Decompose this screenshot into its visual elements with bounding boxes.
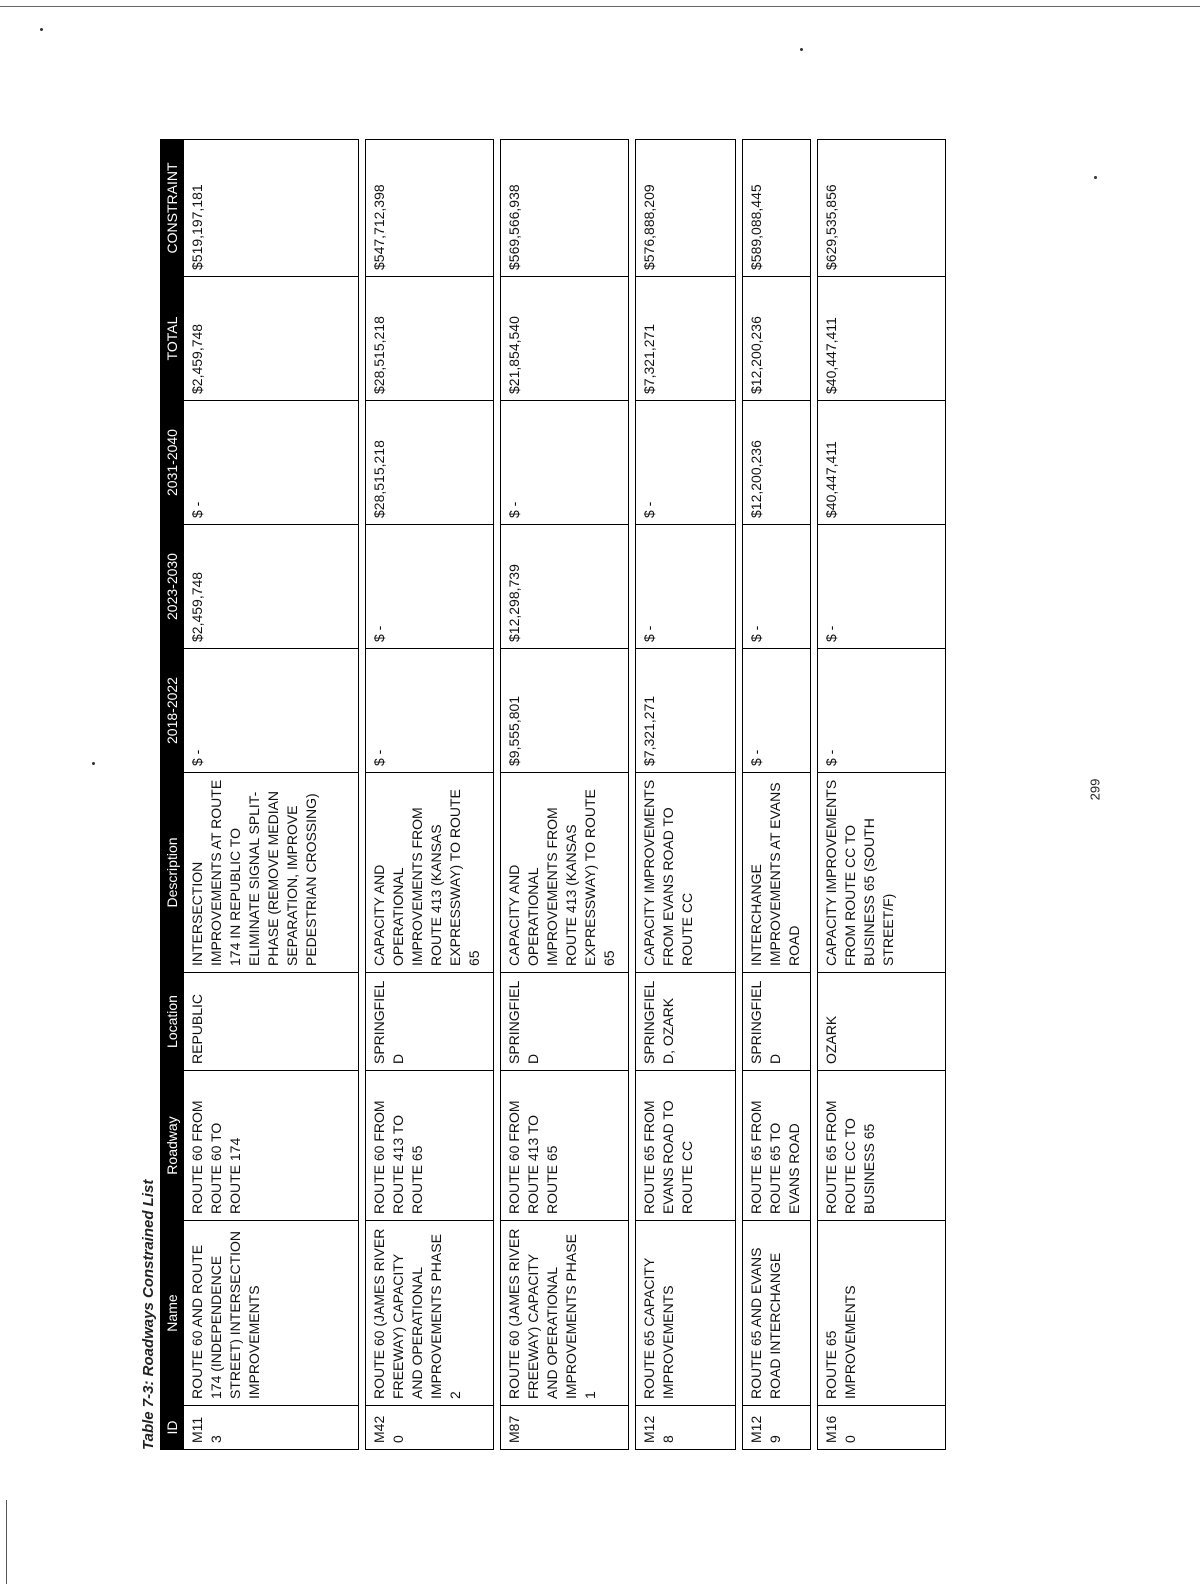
cell-constraint: $589,088,445 bbox=[743, 140, 811, 277]
cell-constraint: $629,535,856 bbox=[818, 140, 946, 277]
cell-roadway: ROUTE 60 FROM ROUTE 413 TO ROUTE 65 bbox=[366, 1071, 494, 1221]
cell-2018-2022: $9,555,801 bbox=[501, 649, 629, 773]
cell-2018-2022: $ - bbox=[366, 649, 494, 773]
table-row bbox=[366, 140, 494, 1450]
cell-roadway: ROUTE 60 FROM ROUTE 60 TO ROUTE 174 bbox=[184, 1071, 359, 1221]
cell-2031-2040: $ - bbox=[636, 401, 736, 525]
roadways-constrained-table bbox=[160, 139, 946, 1450]
cell-constraint: $576,888,209 bbox=[636, 140, 736, 277]
cell-constraint: $519,197,181 bbox=[184, 140, 359, 277]
table-row bbox=[743, 140, 811, 1450]
cell-2018-2022: $ - bbox=[743, 649, 811, 773]
row-gap bbox=[811, 140, 818, 1450]
row-gap bbox=[494, 140, 501, 1450]
scan-edge-line bbox=[0, 6, 1200, 7]
cell-2018-2022: $ - bbox=[184, 649, 359, 773]
cell-id: M420 bbox=[366, 1406, 494, 1450]
cell-id: M129 bbox=[743, 1406, 811, 1450]
cell-location: SPRINGFIELD bbox=[366, 973, 494, 1071]
cell-total: $28,515,218 bbox=[366, 277, 494, 401]
cell-description: CAPACITY IMPROVEMENTS FROM ROUTE CC TO BUSINESS 65 (SOUTH STREET/F) bbox=[818, 773, 946, 973]
cell-2023-2030: $12,298,739 bbox=[501, 525, 629, 649]
cell-2031-2040: $28,515,218 bbox=[366, 401, 494, 525]
header-id: ID bbox=[161, 1406, 184, 1450]
scan-edge-line-left bbox=[6, 1500, 7, 1584]
header-total: TOTAL bbox=[161, 277, 184, 401]
cell-location: OZARK bbox=[818, 973, 946, 1071]
cell-id: M128 bbox=[636, 1406, 736, 1450]
cell-total: $40,447,411 bbox=[818, 277, 946, 401]
cell-name: ROUTE 60 AND ROUTE 174 (INDEPENDENCE STREET) INTERSECTION IMPROVEMENTS bbox=[184, 1221, 359, 1406]
cell-description: INTERCHANGE IMPROVEMENTS AT EVANS ROAD bbox=[743, 773, 811, 973]
cell-2023-2030: $ - bbox=[636, 525, 736, 649]
row-gap bbox=[736, 140, 743, 1450]
cell-description: CAPACITY AND OPERATIONAL IMPROVEMENTS FROM ROUTE 413 (KANSAS EXPRESSWAY) TO ROUTE 65 bbox=[501, 773, 629, 973]
cell-id: M87 bbox=[501, 1406, 629, 1450]
cell-constraint: $547,712,398 bbox=[366, 140, 494, 277]
header-name: Name bbox=[161, 1221, 184, 1406]
cell-2031-2040: $40,447,411 bbox=[818, 401, 946, 525]
cell-id: M160 bbox=[818, 1406, 946, 1450]
cell-location: SPRINGFIELD bbox=[743, 973, 811, 1071]
cell-constraint: $569,566,938 bbox=[501, 140, 629, 277]
table-row bbox=[818, 140, 946, 1450]
cell-2031-2040: $ - bbox=[184, 401, 359, 525]
header-roadway: Roadway bbox=[161, 1071, 184, 1221]
cell-description: CAPACITY IMPROVEMENTS FROM EVANS ROAD TO ROUTE CC bbox=[636, 773, 736, 973]
cell-location: REPUBLIC bbox=[184, 973, 359, 1071]
cell-name: ROUTE 65 CAPACITY IMPROVEMENTS bbox=[636, 1221, 736, 1406]
cell-name: ROUTE 65 AND EVANS ROAD INTERCHANGE bbox=[743, 1221, 811, 1406]
table-header-row bbox=[161, 140, 184, 1450]
page-number: 299 bbox=[1087, 778, 1103, 801]
cell-2023-2030: $2,459,748 bbox=[184, 525, 359, 649]
cell-description: CAPACITY AND OPERATIONAL IMPROVEMENTS FROM ROUTE 413 (KANSAS EXPRESSWAY) TO ROUTE 65 bbox=[366, 773, 494, 973]
cell-2018-2022: $7,321,271 bbox=[636, 649, 736, 773]
rotated-page-content bbox=[140, 150, 960, 1450]
scan-speck bbox=[40, 28, 43, 31]
cell-name: ROUTE 60 (JAMES RIVER FREEWAY) CAPACITY AND OPERATIONAL IMPROVEMENTS PHASE 1 bbox=[501, 1221, 629, 1406]
cell-total: $7,321,271 bbox=[636, 277, 736, 401]
cell-name: ROUTE 60 (JAMES RIVER FREEWAY) CAPACITY AND OPERATIONAL IMPROVEMENTS PHASE 2 bbox=[366, 1221, 494, 1406]
cell-2031-2040: $ - bbox=[501, 401, 629, 525]
cell-id: M113 bbox=[184, 1406, 359, 1450]
header-2023-2030: 2023-2030 bbox=[161, 525, 184, 649]
cell-2018-2022: $ - bbox=[818, 649, 946, 773]
header-2031-2040: 2031-2040 bbox=[161, 401, 184, 525]
cell-description: INTERSECTION IMPROVEMENTS AT ROUTE 174 IN REPUBLIC TO ELIMINATE SIGNAL SPLIT-PHASE (REMOVE MEDIAN SEPARATION, IMPROVE PEDESTRIAN CROSSING) bbox=[184, 773, 359, 973]
cell-2023-2030: $ - bbox=[743, 525, 811, 649]
cell-roadway: ROUTE 60 FROM ROUTE 413 TO ROUTE 65 bbox=[501, 1071, 629, 1221]
scan-speck bbox=[92, 762, 95, 765]
row-gap bbox=[359, 140, 366, 1450]
cell-roadway: ROUTE 65 FROM ROUTE 65 TO EVANS ROAD bbox=[743, 1071, 811, 1221]
row-gap bbox=[629, 140, 636, 1450]
header-location: Location bbox=[161, 973, 184, 1071]
header-constraint: CONSTRAINT bbox=[161, 140, 184, 277]
cell-name: ROUTE 65 IMPROVEMENTS bbox=[818, 1221, 946, 1406]
header-description: Description bbox=[161, 773, 184, 973]
table-caption: Table 7-3: Roadways Constrained List bbox=[140, 1179, 157, 1450]
scan-speck bbox=[1094, 176, 1097, 179]
cell-location: SPRINGFIELD bbox=[501, 973, 629, 1071]
table-row bbox=[501, 140, 629, 1450]
cell-total: $21,854,540 bbox=[501, 277, 629, 401]
scan-speck bbox=[800, 48, 803, 51]
cell-roadway: ROUTE 65 FROM ROUTE CC TO BUSINESS 65 bbox=[818, 1071, 946, 1221]
cell-2031-2040: $12,200,236 bbox=[743, 401, 811, 525]
table-row bbox=[636, 140, 736, 1450]
cell-total: $2,459,748 bbox=[184, 277, 359, 401]
cell-location: SPRINGFIELD, OZARK bbox=[636, 973, 736, 1071]
cell-total: $12,200,236 bbox=[743, 277, 811, 401]
cell-roadway: ROUTE 65 FROM EVANS ROAD TO ROUTE CC bbox=[636, 1071, 736, 1221]
cell-2023-2030: $ - bbox=[366, 525, 494, 649]
cell-2023-2030: $ - bbox=[818, 525, 946, 649]
header-2018-2022: 2018-2022 bbox=[161, 649, 184, 773]
table-row bbox=[184, 140, 359, 1450]
